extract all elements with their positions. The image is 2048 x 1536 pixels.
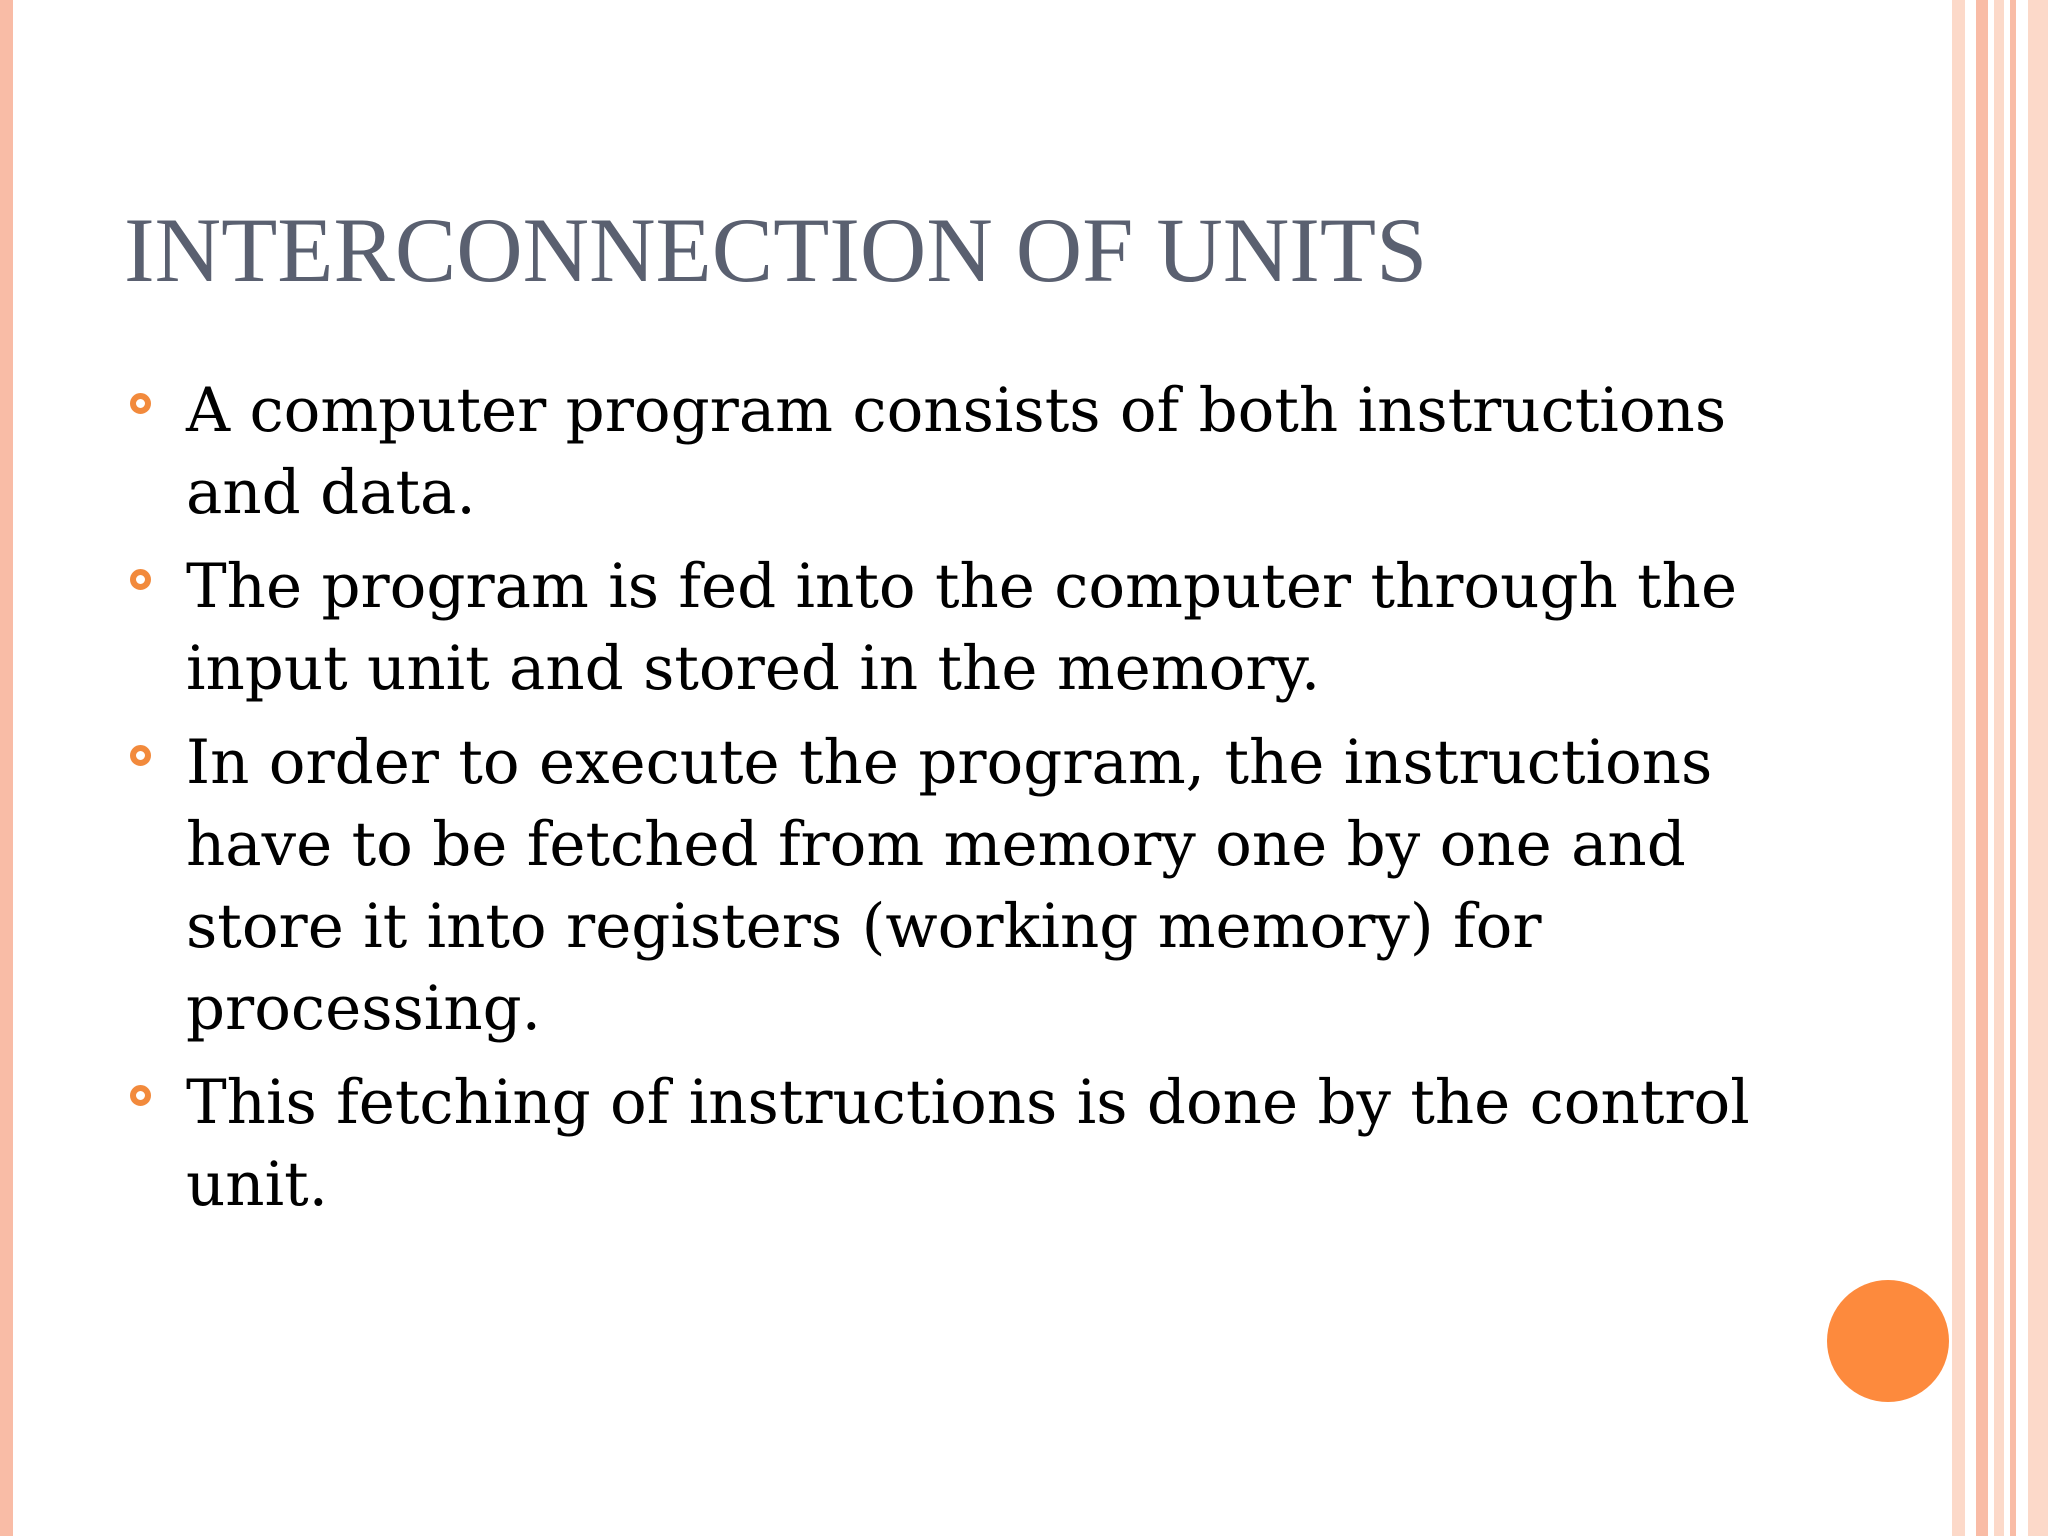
left-frame-stripe	[0, 0, 13, 1536]
bullet-item	[124, 722, 1764, 1050]
bullet-list	[124, 370, 1764, 1238]
right-frame-stripe	[2028, 0, 2048, 1536]
bullet-item	[124, 1062, 1764, 1226]
bullet-item	[124, 546, 1764, 710]
slide-title: INTERCONNECTION OF UNITS	[124, 199, 1428, 301]
bullet-text: A computer program consists of both instructions and data.	[186, 375, 1727, 528]
right-frame-stripe	[1976, 0, 1988, 1536]
right-frame-stripe	[1994, 0, 2004, 1536]
hollow-circle-bullet-icon	[130, 569, 151, 590]
hollow-circle-bullet-icon	[130, 393, 151, 414]
hollow-circle-bullet-icon	[130, 745, 151, 766]
bullet-text: In order to execute the program, the instructions have to be fetched from memory one by one and store it into registers (working memory) for processing.	[186, 727, 1713, 1044]
bullet-text: The program is fed into the computer through the input unit and stored in the memory.	[186, 551, 1738, 704]
right-frame-stripe	[2010, 0, 2016, 1536]
right-frame-stripe	[1952, 0, 1965, 1536]
bullet-text: This fetching of instructions is done by the control unit.	[186, 1067, 1750, 1220]
hollow-circle-bullet-icon	[130, 1085, 151, 1106]
bullet-item	[124, 370, 1764, 534]
orange-circle-icon	[1827, 1280, 1949, 1402]
